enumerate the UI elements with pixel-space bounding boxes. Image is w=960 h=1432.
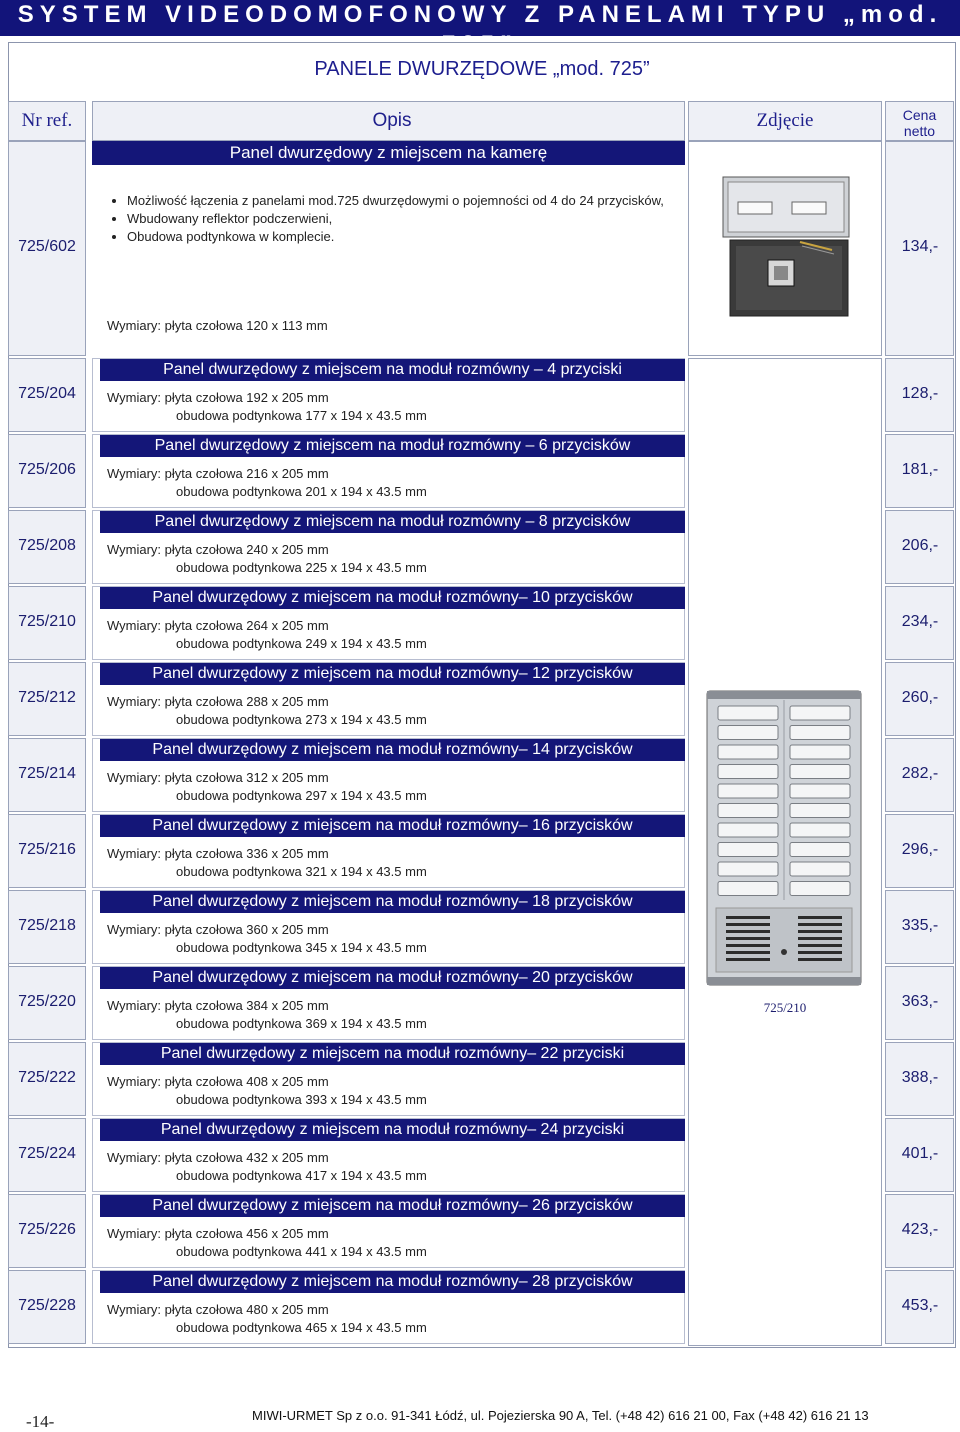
product-title: Panel dwurzędowy z miejscem na moduł rozmówny– 12 przycisków bbox=[100, 663, 685, 685]
product-front-plate-dims: Wymiary: płyta czołowa 240 x 205 mm bbox=[107, 542, 329, 557]
product-box-dims: obudowa podtynkowa 417 x 194 x 43.5 mm bbox=[176, 1168, 427, 1183]
product-title: Panel dwurzędowy z miejscem na moduł rozmówny – 6 przycisków bbox=[100, 435, 685, 457]
product-front-plate-dims: Wymiary: płyta czołowa 384 x 205 mm bbox=[107, 998, 329, 1013]
product-price: 128,- bbox=[901, 385, 939, 402]
product-title: Panel dwurzędowy z miejscem na moduł rozmówny– 10 przycisków bbox=[100, 587, 685, 609]
product-price: 335,- bbox=[901, 917, 939, 934]
product-front-plate-dims: Wymiary: płyta czołowa 216 x 205 mm bbox=[107, 466, 329, 481]
product-box-dims: obudowa podtynkowa 201 x 194 x 43.5 mm bbox=[176, 484, 427, 499]
column-header-photo: Zdjęcie bbox=[756, 110, 814, 131]
product-front-plate-dims: Wymiary: płyta czołowa 192 x 205 mm bbox=[107, 390, 329, 405]
product-title: Panel dwurzędowy z miejscem na moduł rozmówny– 14 przycisków bbox=[100, 739, 685, 761]
product-front-plate-dims: Wymiary: płyta czołowa 312 x 205 mm bbox=[107, 770, 329, 785]
document-title: SYSTEM VIDEODOMOFONOWY Z PANELAMI TYPU „mod. bbox=[17, 1, 943, 28]
camera-panel-ref: 725/602 bbox=[18, 238, 76, 255]
product-box-dims: obudowa podtynkowa 393 x 194 x 43.5 mm bbox=[176, 1092, 427, 1107]
product-ref: 725/204 bbox=[18, 385, 76, 402]
product-box-dims: obudowa podtynkowa 441 x 194 x 43.5 mm bbox=[176, 1244, 427, 1259]
column-header-desc: Opis bbox=[372, 110, 412, 131]
feature-item: • Obudowa podtynkowa w komplecie. bbox=[127, 228, 687, 246]
camera-panel-title: Panel dwurzędowy z miejscem na kamerę bbox=[92, 141, 685, 165]
product-ref: 725/222 bbox=[18, 1069, 76, 1086]
product-front-plate-dims: Wymiary: płyta czołowa 336 x 205 mm bbox=[107, 846, 329, 861]
product-box-dims: obudowa podtynkowa 273 x 194 x 43.5 mm bbox=[176, 712, 427, 727]
product-front-plate-dims: Wymiary: płyta czołowa 288 x 205 mm bbox=[107, 694, 329, 709]
product-front-plate-dims: Wymiary: płyta czołowa 480 x 205 mm bbox=[107, 1302, 329, 1317]
camera-feature-list bbox=[107, 192, 687, 246]
product-title: Panel dwurzędowy z miejscem na moduł rozmówny– 24 przyciski bbox=[100, 1119, 685, 1141]
product-title: Panel dwurzędowy z miejscem na moduł rozmówny– 22 przyciski bbox=[100, 1043, 685, 1065]
column-header-ref: Nr ref. bbox=[21, 110, 73, 131]
product-box-dims: obudowa podtynkowa 321 x 194 x 43.5 mm bbox=[176, 864, 427, 879]
product-box-dims: obudowa podtynkowa 249 x 194 x 43.5 mm bbox=[176, 636, 427, 651]
photo-caption: 725/210 bbox=[763, 1000, 807, 1015]
product-ref: 725/228 bbox=[18, 1297, 76, 1314]
page-number: -14- bbox=[26, 1412, 55, 1431]
product-title: Panel dwurzędowy z miejscem na moduł rozmówny– 18 przycisków bbox=[100, 891, 685, 913]
column-header-price-line2: netto bbox=[903, 123, 936, 139]
product-title: Panel dwurzędowy z miejscem na moduł rozmówny– 20 przycisków bbox=[100, 967, 685, 989]
product-ref: 725/210 bbox=[18, 613, 76, 630]
product-ref: 725/212 bbox=[18, 689, 76, 706]
company-address: MIWI-URMET Sp z o.o. 91-341 Łódź, ul. Pojezierska 90 A, Tel. (+48 42) 616 21 00, Fax (+48 42) 616 21 13 bbox=[252, 1408, 869, 1423]
intercom-panel-photo bbox=[706, 690, 862, 986]
product-price: 423,- bbox=[901, 1221, 939, 1238]
product-ref: 725/224 bbox=[18, 1145, 76, 1162]
page-subtitle: PANELE DWURZĘDOWE „mod. 725” bbox=[314, 58, 650, 80]
product-front-plate-dims: Wymiary: płyta czołowa 264 x 205 mm bbox=[107, 618, 329, 633]
camera-panel-price: 134,- bbox=[901, 238, 939, 255]
product-price: 401,- bbox=[901, 1145, 939, 1162]
product-front-plate-dims: Wymiary: płyta czołowa 360 x 205 mm bbox=[107, 922, 329, 937]
camera-panel-photo bbox=[722, 176, 856, 320]
product-ref: 725/226 bbox=[18, 1221, 76, 1238]
product-title: Panel dwurzędowy z miejscem na moduł rozmówny– 28 przycisków bbox=[100, 1271, 685, 1293]
product-ref: 725/208 bbox=[18, 537, 76, 554]
product-title: Panel dwurzędowy z miejscem na moduł rozmówny– 16 przycisków bbox=[100, 815, 685, 837]
product-price: 282,- bbox=[901, 765, 939, 782]
product-price: 181,- bbox=[901, 461, 939, 478]
product-title: Panel dwurzędowy z miejscem na moduł rozmówny – 8 przycisków bbox=[100, 511, 685, 533]
product-price: 296,- bbox=[901, 841, 939, 858]
camera-panel-dims: Wymiary: płyta czołowa 120 x 113 mm bbox=[107, 318, 328, 333]
product-ref: 725/216 bbox=[18, 841, 76, 858]
product-ref: 725/214 bbox=[18, 765, 76, 782]
product-box-dims: obudowa podtynkowa 297 x 194 x 43.5 mm bbox=[176, 788, 427, 803]
product-box-dims: obudowa podtynkowa 345 x 194 x 43.5 mm bbox=[176, 940, 427, 955]
product-price: 453,- bbox=[901, 1297, 939, 1314]
product-box-dims: obudowa podtynkowa 225 x 194 x 43.5 mm bbox=[176, 560, 427, 575]
product-price: 260,- bbox=[901, 689, 939, 706]
product-box-dims: obudowa podtynkowa 369 x 194 x 43.5 mm bbox=[176, 1016, 427, 1031]
feature-item: • Wbudowany reflektor podczerwieni, bbox=[127, 210, 687, 228]
product-ref: 725/220 bbox=[18, 993, 76, 1010]
product-title: Panel dwurzędowy z miejscem na moduł rozmówny – 4 przyciski bbox=[100, 359, 685, 381]
product-ref: 725/218 bbox=[18, 917, 76, 934]
product-ref: 725/206 bbox=[18, 461, 76, 478]
product-price: 206,- bbox=[901, 537, 939, 554]
product-front-plate-dims: Wymiary: płyta czołowa 432 x 205 mm bbox=[107, 1150, 329, 1165]
product-price: 234,- bbox=[901, 613, 939, 630]
product-front-plate-dims: Wymiary: płyta czołowa 408 x 205 mm bbox=[107, 1074, 329, 1089]
product-price: 388,- bbox=[901, 1069, 939, 1086]
product-front-plate-dims: Wymiary: płyta czołowa 456 x 205 mm bbox=[107, 1226, 329, 1241]
feature-item: • Możliwość łączenia z panelami mod.725 dwurzędowymi o pojemności od 4 do 24 przycisków, bbox=[127, 192, 687, 210]
product-title: Panel dwurzędowy z miejscem na moduł rozmówny– 26 przycisków bbox=[100, 1195, 685, 1217]
product-price: 363,- bbox=[901, 993, 939, 1010]
product-box-dims: obudowa podtynkowa 465 x 194 x 43.5 mm bbox=[176, 1320, 427, 1335]
column-header-price-line1: Cena bbox=[902, 107, 937, 123]
product-box-dims: obudowa podtynkowa 177 x 194 x 43.5 mm bbox=[176, 408, 427, 423]
